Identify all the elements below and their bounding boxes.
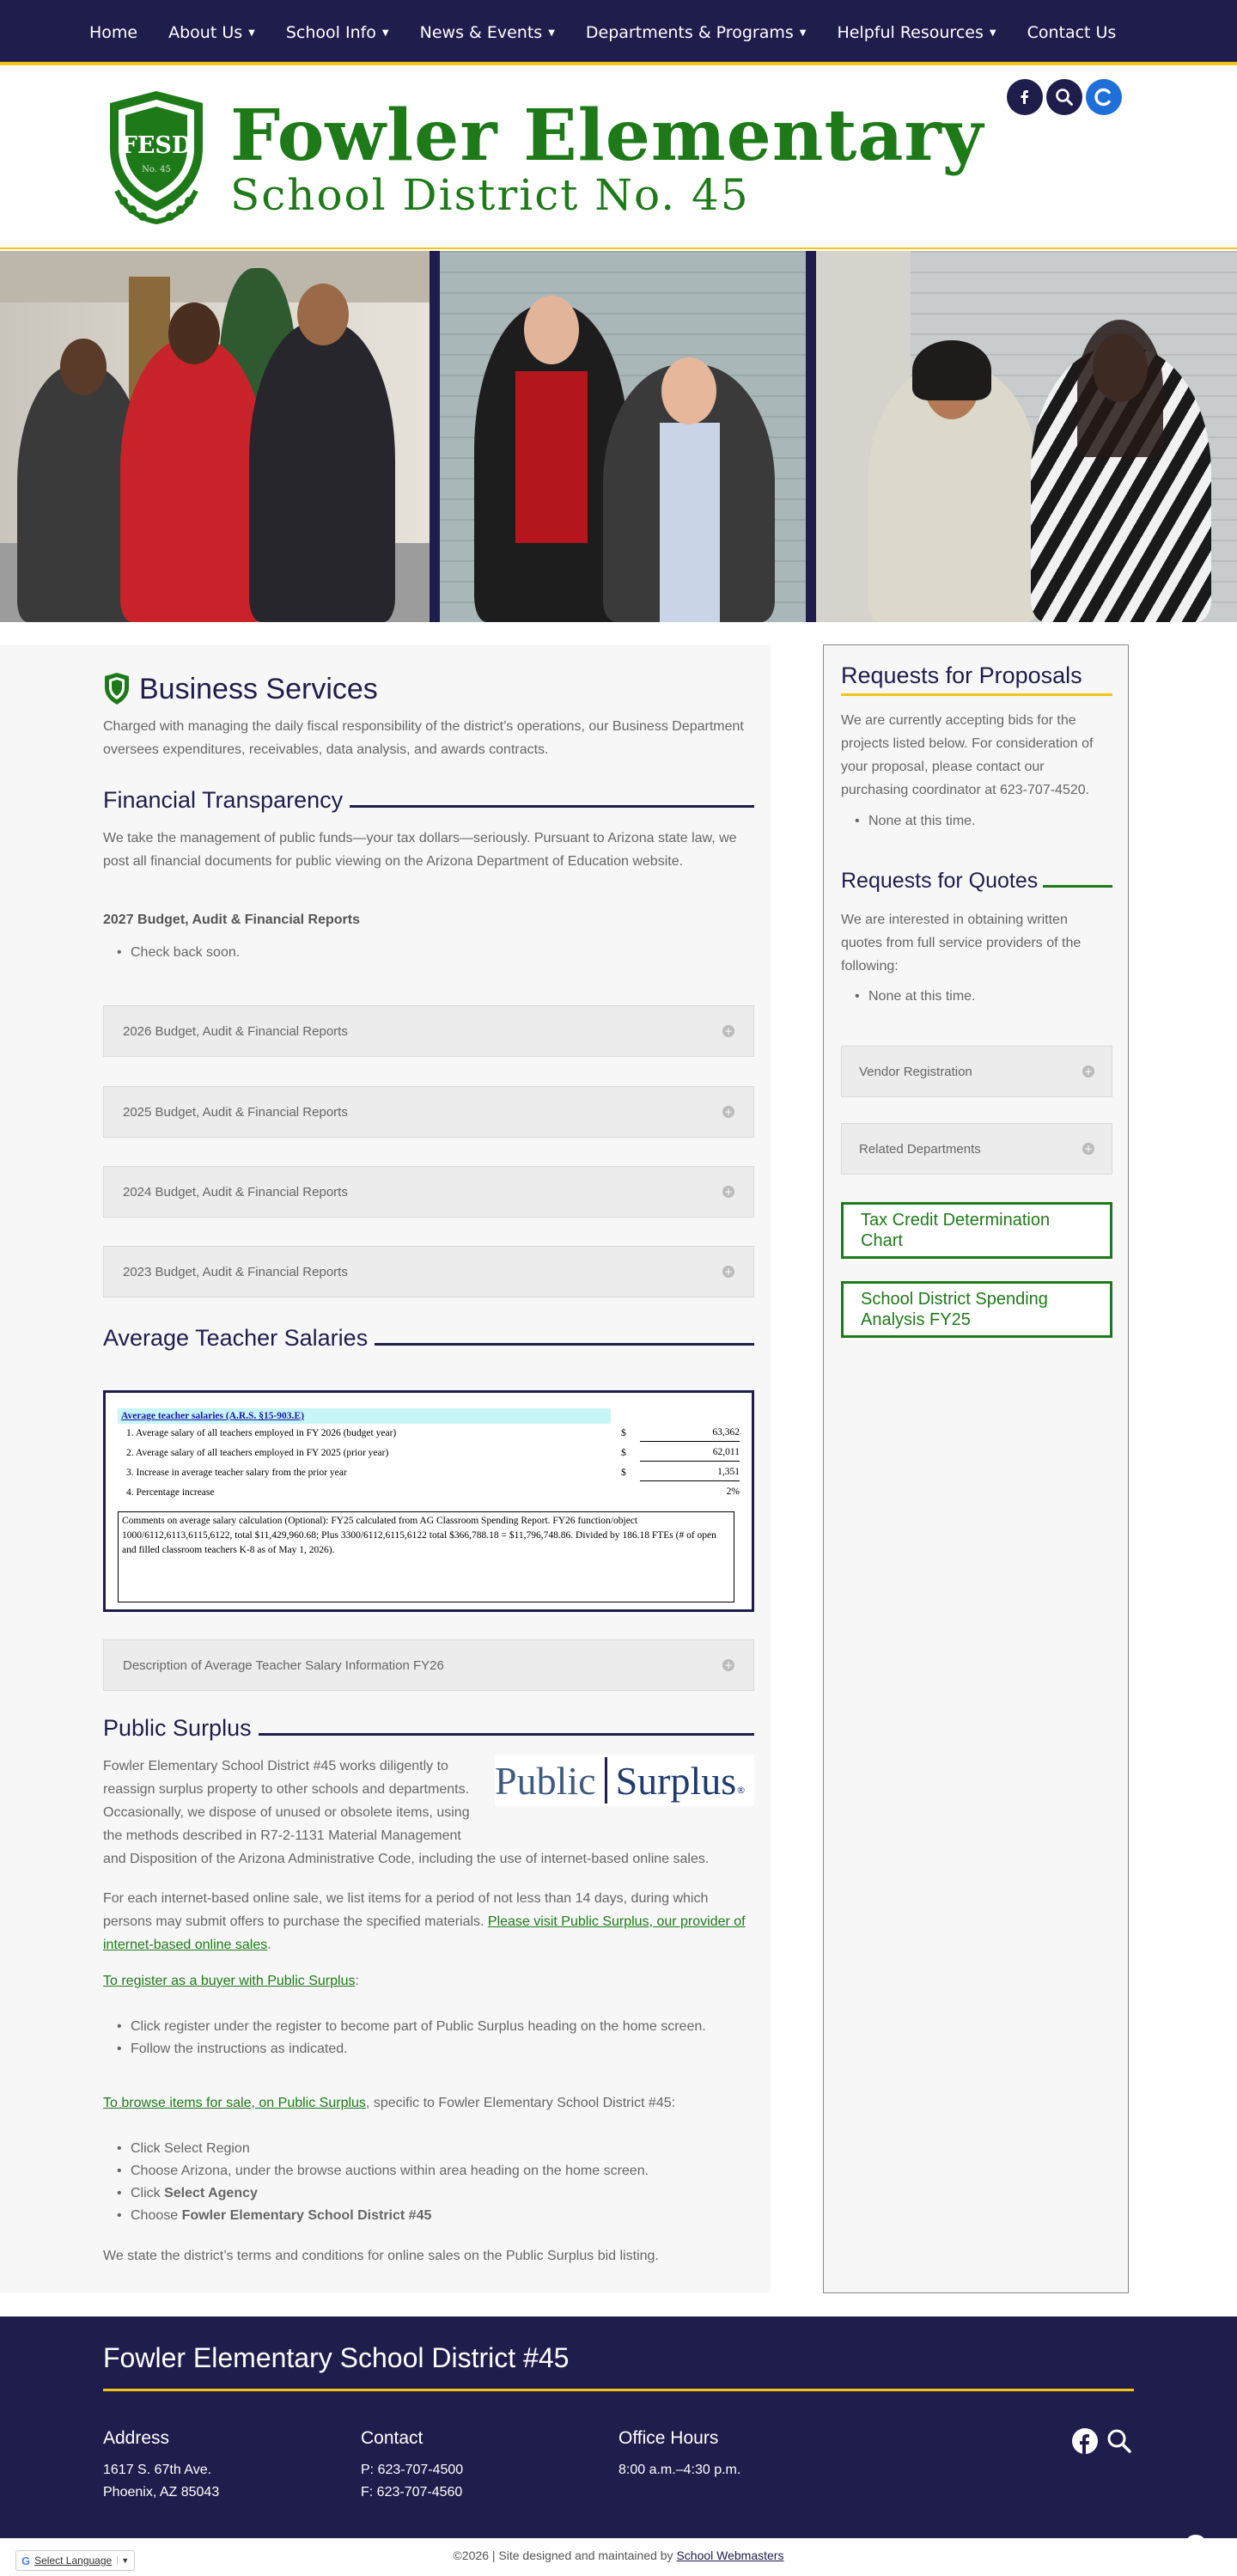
accordion-2025-budget[interactable] <box>103 1086 754 1138</box>
list-item: • None at this time. <box>841 810 976 833</box>
browse-steps <box>103 2138 754 2227</box>
transparency-text: We take the management of public funds—your tax dollars—seriously. Pursuant to Arizona state law, we post all financial documents for public viewing on the Arizona Department of Education website. <box>103 831 737 869</box>
logo-mark: ® <box>736 1785 746 1796</box>
footer-text: 1617 S. 67th Ave. <box>103 2463 212 2477</box>
list-item: • Check back soon. <box>103 942 240 964</box>
nav-contact-us[interactable] <box>1027 23 1117 42</box>
nav-home[interactable] <box>89 23 137 42</box>
plus-icon: + <box>723 1025 734 1037</box>
paragraph-text: , specific to Fowler Elementary School District #45: <box>365 2096 676 2110</box>
plus-icon: + <box>723 1266 734 1278</box>
budget-2027-label: 2027 Budget, Audit & Financial Reports <box>103 913 361 927</box>
nav-label: Contact Us <box>1027 23 1117 42</box>
nav-about-us[interactable] <box>168 23 255 42</box>
footer-rule <box>103 2389 1134 2391</box>
register-buyer-link[interactable]: To register as a buyer with Public Surplus <box>103 1974 356 1988</box>
salary-value: 1,351 <box>640 1463 740 1481</box>
surplus-text: Fowler Elementary School District #45 works diligently to reassign surplus property to other schools and departments. Occasionally, we dispose of unused or obsolete items, using the methods described in R7-2-1131 Material Management and Disposition of the Arizona Administrative Code, including the use of internet-based online sales. <box>103 1759 710 1866</box>
logo-word: Public <box>495 1758 596 1803</box>
footer-address <box>103 2428 219 2504</box>
accordion-vendor-registration[interactable] <box>841 1046 1112 1097</box>
nav-label: About Us <box>168 23 243 42</box>
site-footer <box>0 2317 1237 2538</box>
hero-photo-3 <box>816 251 1237 622</box>
plus-icon: + <box>723 1186 734 1198</box>
section-title: Average Teacher Salaries <box>103 1325 369 1351</box>
rfq-text: We are interested in obtaining written quotes from full service providers of the following: <box>841 913 1082 974</box>
crest-number: No. 45 <box>142 165 171 174</box>
chevron-down-icon: ▼ <box>117 2556 129 2565</box>
footer-heading: Contact <box>361 2428 424 2448</box>
dollar-sign: $ <box>621 1448 626 1458</box>
heading-rule <box>350 805 754 808</box>
crest-icon <box>103 672 131 706</box>
paragraph-text: For each internet-based online sale, we list items for a period of not less than 14 days, during which persons may submit offers to purchase the specified materials. <box>103 1891 709 1929</box>
salary-value: 62,011 <box>640 1444 740 1462</box>
nav-label: News & Events <box>419 23 543 42</box>
copyright-text: ©2026 | Site designed and maintained by <box>453 2549 677 2562</box>
financial-transparency-heading <box>103 787 754 814</box>
list-item: • None at this time. <box>841 986 976 1008</box>
hero-photo-2 <box>440 251 806 622</box>
salary-table-heading: Average teacher salaries (A.R.S. §15-903.E) <box>118 1408 611 1424</box>
plus-icon: + <box>723 1659 734 1671</box>
footer-fax: F: 623-707-4560 <box>361 2485 463 2500</box>
surplus-paragraph <box>103 1755 754 1871</box>
plus-icon: + <box>1083 1065 1094 1077</box>
plus-icon: + <box>1083 1143 1094 1155</box>
section-title: Financial Transparency <box>103 787 344 813</box>
accordion-2023-budget[interactable] <box>103 1246 754 1297</box>
c-icon[interactable] <box>1086 79 1122 115</box>
facebook-icon[interactable] <box>1072 2428 1098 2454</box>
rfq-list <box>841 986 976 1008</box>
footer-title: Fowler Elementary School District #45 <box>103 2342 570 2373</box>
footer-contact <box>361 2428 463 2504</box>
rfp-heading: Requests for Proposals <box>841 662 1082 688</box>
footer-text: 8:00 a.m.–4:30 p.m. <box>618 2463 741 2477</box>
rfp-list <box>841 810 976 833</box>
salary-row-label: 4. Percentage increase <box>126 1487 215 1498</box>
list-text: Choose <box>131 2208 182 2223</box>
list-item: • Click register under the register to become part of Public Surplus heading on the home screen. <box>103 2016 754 2038</box>
webmasters-link[interactable]: School Webmasters <box>676 2549 784 2562</box>
dollar-sign: $ <box>621 1468 626 1478</box>
list-item <box>103 2205 754 2227</box>
accordion-label: 2023 Budget, Audit & Financial Reports <box>123 1264 348 1279</box>
paragraph-text: : <box>355 1974 359 1988</box>
search-icon[interactable] <box>1046 79 1082 115</box>
business-heading <box>103 672 378 706</box>
page-title: Business Services <box>139 672 378 705</box>
salary-row-label: 1. Average salary of all teachers employed in FY 2026 (budget year) <box>126 1428 397 1438</box>
heading-rule <box>375 1343 754 1346</box>
rfp-heading-underline <box>841 693 1112 696</box>
accordion-label: Related Departments <box>859 1141 981 1157</box>
nav-news-events[interactable] <box>420 23 555 42</box>
heading-rule <box>1043 885 1112 888</box>
accordion-2026-budget[interactable] <box>103 1005 754 1057</box>
footer-heading: Address <box>103 2428 170 2448</box>
logo-word: Surplus <box>615 1758 737 1803</box>
salary-table-image <box>103 1390 754 1612</box>
public-surplus-link[interactable]: Please visit Public Surplus, our provider of internet-based online sales <box>103 1914 746 1952</box>
dollar-sign: $ <box>621 1428 626 1438</box>
section-title: Requests for Quotes <box>841 869 1039 893</box>
salary-row <box>118 1483 741 1503</box>
salary-row <box>118 1444 741 1463</box>
facebook-icon[interactable] <box>1007 79 1043 115</box>
accordion-2024-budget[interactable] <box>103 1166 754 1218</box>
register-steps <box>103 2016 754 2060</box>
surplus-closing: We state the district’s terms and conditions for online sales on the Public Surplus bid listing. <box>103 2249 659 2263</box>
accordion-label: 2025 Budget, Audit & Financial Reports <box>123 1104 348 1120</box>
salary-row <box>118 1424 741 1444</box>
hero-photo-1 <box>0 251 430 622</box>
list-item <box>103 2182 754 2205</box>
business-intro: Charged with managing the daily fiscal responsibility of the district’s operations, our Business Department oversees expenditures, receivables, data analysis, and awards contracts. <box>103 719 744 757</box>
list-text: Choose Arizona, under the browse auctions within area heading on the home screen. <box>131 2164 649 2178</box>
footer-hours <box>618 2428 740 2481</box>
list-bold-text: Select Agency <box>164 2186 258 2201</box>
nav-label: School Info <box>285 23 376 42</box>
list-bold-text: Fowler Elementary School District #45 <box>181 2208 432 2223</box>
site-header <box>0 69 1237 249</box>
footer-heading: Office Hours <box>618 2428 719 2448</box>
nav-helpful-resources[interactable] <box>837 23 996 42</box>
translate-label: Select Language <box>34 2555 113 2567</box>
plus-icon: + <box>723 1106 734 1118</box>
accordion-label: Description of Average Teacher Salary Information FY26 <box>123 1657 444 1673</box>
crest-letters: FESD <box>120 132 192 159</box>
paragraph-text: . <box>267 1938 271 1952</box>
nav-label: Helpful Resources <box>837 23 984 42</box>
accordion-related-departments[interactable] <box>841 1123 1112 1175</box>
list-item: • Follow the instructions as indicated. <box>103 2038 754 2060</box>
salary-row <box>118 1463 741 1483</box>
google-icon: G <box>21 2554 31 2567</box>
browse-line <box>103 2091 754 2115</box>
district-crest-logo[interactable] <box>101 88 211 225</box>
teacher-salaries-heading <box>103 1325 754 1352</box>
list-item <box>103 2160 754 2182</box>
accordion-salary-description[interactable] <box>103 1639 754 1691</box>
heading-rule <box>259 1733 754 1736</box>
nav-departments-programs[interactable] <box>586 23 807 42</box>
chevron-down-icon: ▼ <box>989 27 996 38</box>
salary-row-label: 3. Increase in average teacher salary from the prior year <box>126 1468 347 1478</box>
sidebar <box>823 644 1129 2293</box>
school-name[interactable]: Fowler Elementary <box>230 95 984 177</box>
nav-label: Departments & Programs <box>585 23 794 42</box>
surplus-online-sales <box>103 1887 754 1956</box>
nav-label: Home <box>89 23 138 42</box>
register-line <box>103 1969 754 1993</box>
chevron-down-icon: ▼ <box>248 27 255 38</box>
hero-photo-strip <box>0 251 1237 622</box>
bottom-bar <box>0 2538 1237 2576</box>
spending-analysis-button[interactable]: School District Spending Analysis FY25 <box>841 1281 1112 1338</box>
tax-credit-chart-button[interactable]: Tax Credit Determination Chart <box>841 1202 1112 1259</box>
accordion-label: Vendor Registration <box>859 1064 972 1079</box>
school-subtitle: School District No. 45 <box>230 170 750 220</box>
section-title: Public Surplus <box>103 1715 252 1741</box>
list-text: Click Select Region <box>131 2141 250 2156</box>
list-item <box>103 2138 754 2160</box>
accordion-label: 2026 Budget, Audit & Financial Reports <box>123 1023 348 1039</box>
main-navigation <box>0 0 1237 65</box>
main-content <box>0 644 771 2292</box>
chevron-down-icon: ▼ <box>548 27 555 38</box>
public-surplus-heading <box>103 1715 754 1742</box>
search-icon[interactable] <box>1106 2428 1132 2454</box>
salary-value: 63,362 <box>640 1424 740 1442</box>
footer-text: Phoenix, AZ 85043 <box>103 2485 220 2500</box>
budget-2027-list <box>103 942 240 964</box>
salary-value: 2% <box>726 1486 740 1497</box>
chevron-down-icon: ▼ <box>799 27 807 38</box>
rfq-heading <box>841 869 1112 894</box>
chevron-down-icon: ▼ <box>381 27 389 38</box>
browse-items-link[interactable]: To browse items for sale, on Public Surplus <box>103 2096 366 2110</box>
accordion-label: 2024 Budget, Audit & Financial Reports <box>123 1184 348 1199</box>
nav-school-info[interactable] <box>286 23 389 42</box>
salary-row-label: 2. Average salary of all teachers employed in FY 2025 (prior year) <box>126 1448 389 1458</box>
rfp-text: We are currently accepting bids for the projects listed below. For consideration of your proposal, please contact our purchasing coordinator at 623-707-4520. <box>841 713 1094 797</box>
footer-phone[interactable]: P: 623-707-4500 <box>361 2463 464 2477</box>
salary-comment: Comments on average salary calculation (Optional): FY25 calculated from AG Classroom Spending Report. FY26 function/object 1000/6112,6113,6115,6122, total $11,429,960.68; Plus 3300/6112,6115,6122 total $366,788.18 = $11,796,748.86. Divided by 186.18 FTEs (# of open and filled classroom teachers K-8 as of May 1, 2026). <box>118 1511 734 1602</box>
list-text: Click <box>131 2186 165 2201</box>
copyright <box>0 2549 1237 2562</box>
